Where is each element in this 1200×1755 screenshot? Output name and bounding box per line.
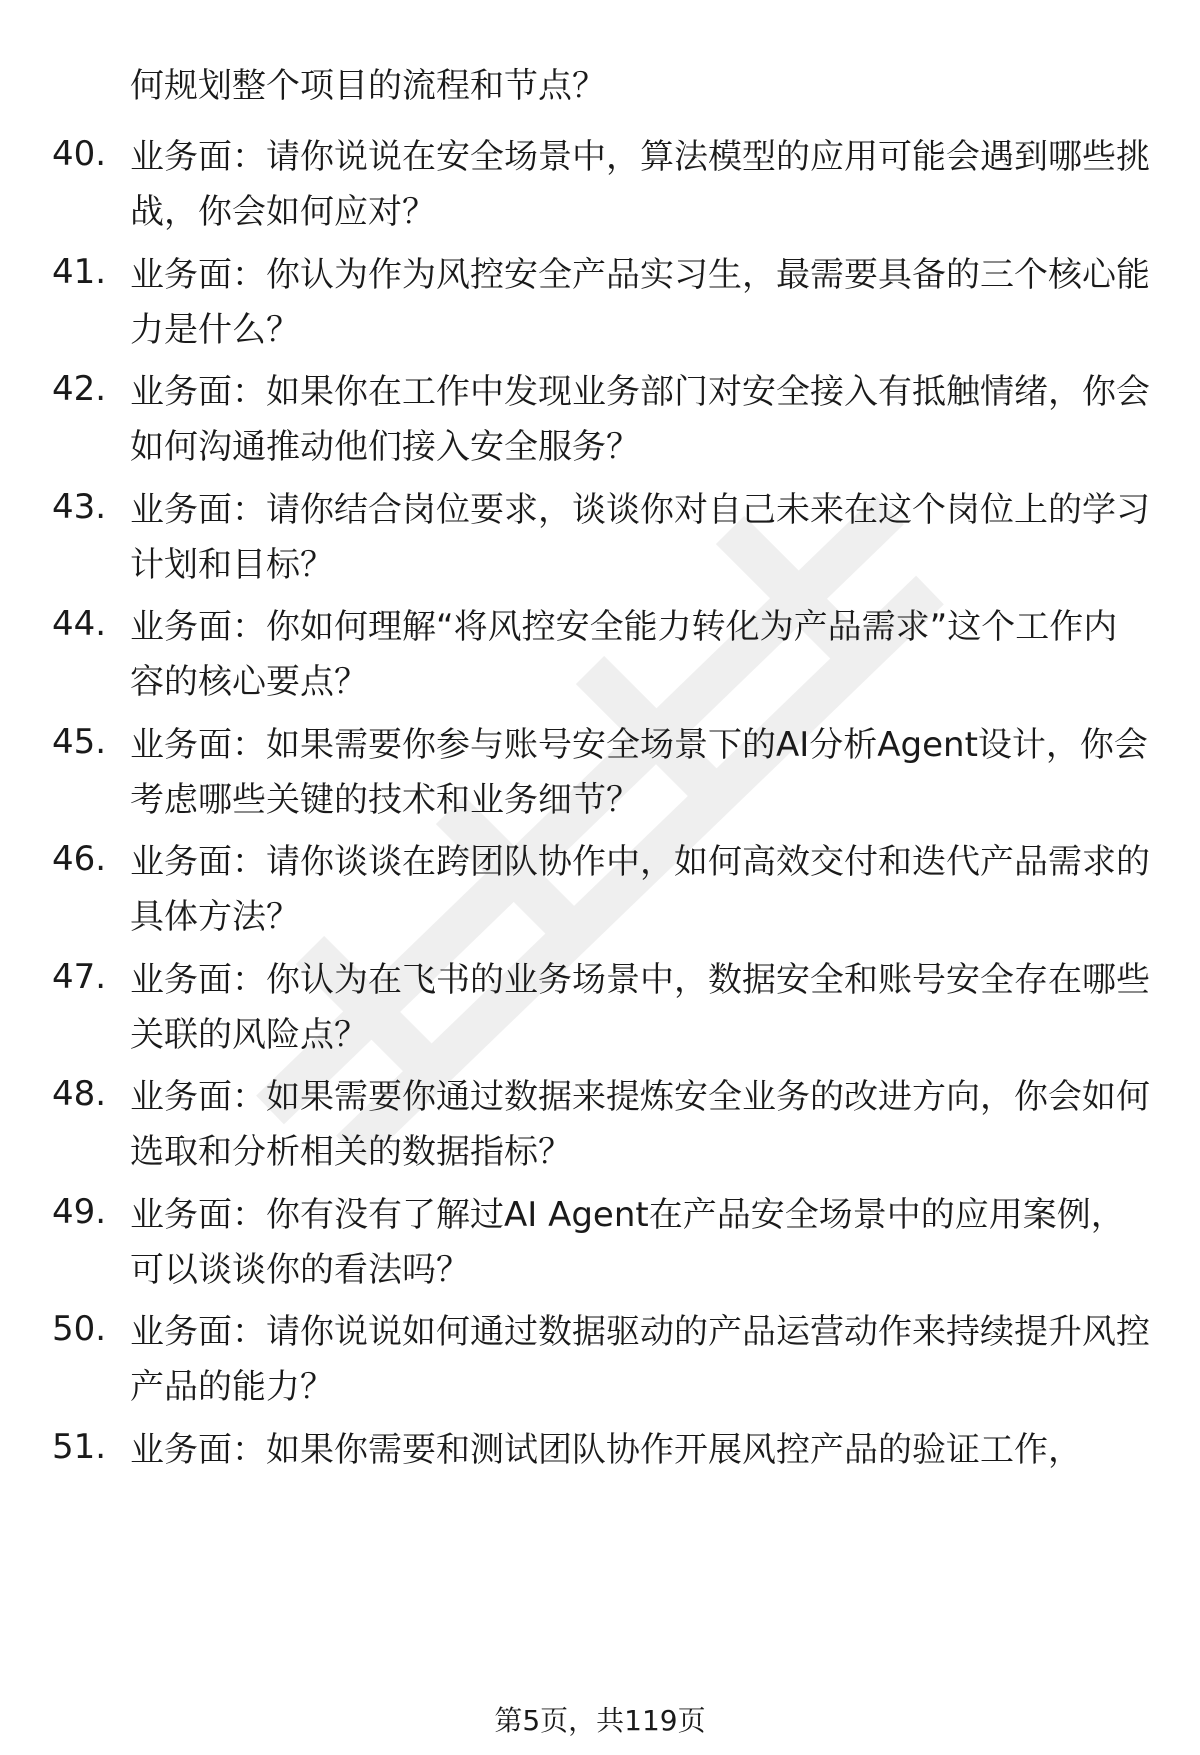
question-item bbox=[0, 835, 1200, 945]
question-item bbox=[0, 1305, 1200, 1415]
question-number: 43. bbox=[52, 487, 107, 527]
question-text: 你认为在飞书的业务场景中，数据安全和账号安全存在哪些关联的风险点？ bbox=[130, 960, 1150, 1055]
question-item bbox=[0, 130, 1200, 240]
question-text: 请你说说如何通过数据驱动的产品运营动作来持续提升风控产品的能力？ bbox=[130, 1312, 1150, 1407]
question-number: 51. bbox=[52, 1427, 107, 1467]
question-number: 47. bbox=[52, 957, 107, 997]
question-text: 如果你在工作中发现业务部门对安全接入有抵触情绪，你会如何沟通推动他们接入安全服务？ bbox=[130, 372, 1150, 467]
question-item bbox=[0, 953, 1200, 1063]
question-number: 46. bbox=[52, 839, 107, 879]
question-number: 41. bbox=[52, 252, 107, 292]
question-text: 请你谈谈在跨团队协作中，如何高效交付和迭代产品需求的具体方法？ bbox=[130, 842, 1150, 937]
question-text: 你有没有了解过AI Agent在产品安全场景中的应用案例，可以谈谈你的看法吗？ bbox=[130, 1195, 1125, 1290]
question-text: 你如何理解“将风控安全能力转化为产品需求”这个工作内容的核心要点？ bbox=[130, 607, 1118, 702]
question-text: 请你结合岗位要求，谈谈你对自己未来在这个岗位上的学习计划和目标？ bbox=[130, 490, 1150, 585]
question-label: 业务面： bbox=[130, 137, 266, 177]
question-label: 业务面： bbox=[130, 725, 266, 765]
question-label: 业务面： bbox=[130, 842, 266, 882]
question-item bbox=[0, 718, 1200, 828]
question-number: 48. bbox=[52, 1074, 107, 1114]
question-number: 42. bbox=[52, 369, 107, 409]
question-item bbox=[0, 1070, 1200, 1180]
question-label: 业务面： bbox=[130, 1312, 266, 1352]
question-number: 45. bbox=[52, 722, 107, 762]
question-label: 业务面： bbox=[130, 960, 266, 1000]
question-number: 49. bbox=[52, 1192, 107, 1232]
question-label: 业务面： bbox=[130, 255, 266, 295]
question-label: 业务面： bbox=[130, 1077, 266, 1117]
question-number: 50. bbox=[52, 1309, 107, 1349]
question-item bbox=[0, 1423, 1200, 1533]
question-item bbox=[0, 600, 1200, 710]
question-label: 业务面： bbox=[130, 1430, 266, 1470]
question-label: 业务面： bbox=[130, 372, 266, 412]
question-number: 44. bbox=[52, 604, 107, 644]
question-text: 如果需要你参与账号安全场景下的AI分析Agent设计，你会考虑哪些关键的技术和业务细节？ bbox=[130, 725, 1148, 820]
question-text: 如果需要你通过数据来提炼安全业务的改进方向，你会如何选取和分析相关的数据指标？ bbox=[130, 1077, 1150, 1172]
question-text: 如果你需要和测试团队协作开展风控产品的验证工作， bbox=[266, 1430, 1082, 1470]
question-label: 业务面： bbox=[130, 490, 266, 530]
question-text: 请你说说在安全场景中，算法模型的应用可能会遇到哪些挑战，你会如何应对？ bbox=[130, 137, 1150, 232]
question-item bbox=[0, 365, 1200, 475]
question-label: 业务面： bbox=[130, 1195, 266, 1235]
question-item bbox=[0, 1188, 1200, 1298]
question-number: 40. bbox=[52, 134, 107, 174]
question-text: 你认为作为风控安全产品实习生，最需要具备的三个核心能力是什么？ bbox=[130, 255, 1150, 350]
question-label: 业务面： bbox=[130, 607, 266, 647]
question-item bbox=[0, 248, 1200, 358]
page-footer: 第5页，共119页 bbox=[494, 1704, 706, 1737]
question-item bbox=[0, 483, 1200, 593]
continuation-text: 何规划整个项目的流程和节点？ bbox=[130, 66, 606, 106]
